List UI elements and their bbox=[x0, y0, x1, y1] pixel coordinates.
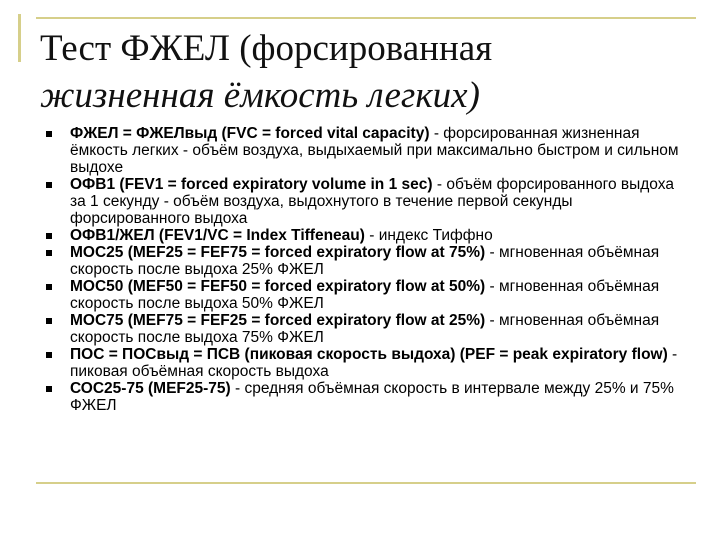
square-bullet-icon bbox=[46, 182, 52, 188]
list-item bbox=[44, 244, 684, 278]
square-bullet-icon bbox=[46, 386, 52, 392]
bottom-divider bbox=[36, 482, 696, 484]
item-description: - пиковая объёмная скорость выдоха bbox=[70, 346, 678, 380]
accent-vertical-rule bbox=[18, 14, 21, 62]
slide-title-line-1: Тест ФЖЕЛ (форсированная bbox=[40, 28, 493, 69]
item-description: - мгновенная объёмная скорость после выдоха 75% ФЖЕЛ bbox=[70, 312, 660, 346]
list-item bbox=[44, 227, 684, 244]
square-bullet-icon bbox=[46, 233, 52, 239]
definition-list bbox=[44, 125, 684, 414]
item-term: СОС25-75 (MEF25-75) bbox=[70, 380, 231, 397]
item-term: МОС75 (MEF75 = FEF25 = forced expiratory flow at 25%) bbox=[70, 312, 486, 329]
item-description: - мгновенная объёмная скорость после выдоха 25% ФЖЕЛ bbox=[70, 244, 660, 278]
square-bullet-icon bbox=[46, 131, 52, 137]
item-term: ФЖЕЛ = ФЖЕЛвыд (FVC = forced vital capacity) bbox=[70, 125, 430, 142]
item-term: МОС25 (MEF25 = FEF75 = forced expiratory flow at 75%) bbox=[70, 244, 486, 261]
slide-title-line-2: жизненная ёмкость легких) bbox=[40, 75, 480, 116]
item-description: - средняя объёмная скорость в интервале между 25% и 75% ФЖЕЛ bbox=[70, 380, 674, 414]
list-item bbox=[44, 278, 684, 312]
square-bullet-icon bbox=[46, 352, 52, 358]
list-item bbox=[44, 176, 684, 227]
list-item bbox=[44, 380, 684, 414]
item-term: ОФВ1/ЖЕЛ (FEV1/VC = Index Tiffeneau) bbox=[70, 227, 365, 244]
list-item bbox=[44, 346, 684, 380]
item-term: ОФВ1 (FEV1 = forced expiratory volume in 1 sec) bbox=[70, 176, 433, 193]
item-description: - объём форсированного выдоха за 1 секунду - объём воздуха, выдохнутого в течение первой секунды форсированного выдоха bbox=[70, 176, 674, 227]
square-bullet-icon bbox=[46, 318, 52, 324]
top-divider bbox=[36, 17, 696, 19]
item-description: - форсированная жизненная ёмкость легких - объём воздуха, выдыхаемый при максимально быстром и сильном выдохе bbox=[70, 125, 679, 176]
item-description: - мгновенная объёмная скорость после выдоха 50% ФЖЕЛ bbox=[70, 278, 660, 312]
item-term: ПОС = ПОСвыд = ПСВ (пиковая скорость выдоха) (PEF = peak expiratory flow) bbox=[70, 346, 668, 363]
square-bullet-icon bbox=[46, 250, 52, 256]
item-term: МОС50 (MEF50 = FEF50 = forced expiratory flow at 50%) bbox=[70, 278, 486, 295]
list-item bbox=[44, 125, 684, 176]
slide-title bbox=[40, 25, 700, 119]
list-item bbox=[44, 312, 684, 346]
item-description: - индекс Тиффно bbox=[364, 227, 493, 244]
square-bullet-icon bbox=[46, 284, 52, 290]
